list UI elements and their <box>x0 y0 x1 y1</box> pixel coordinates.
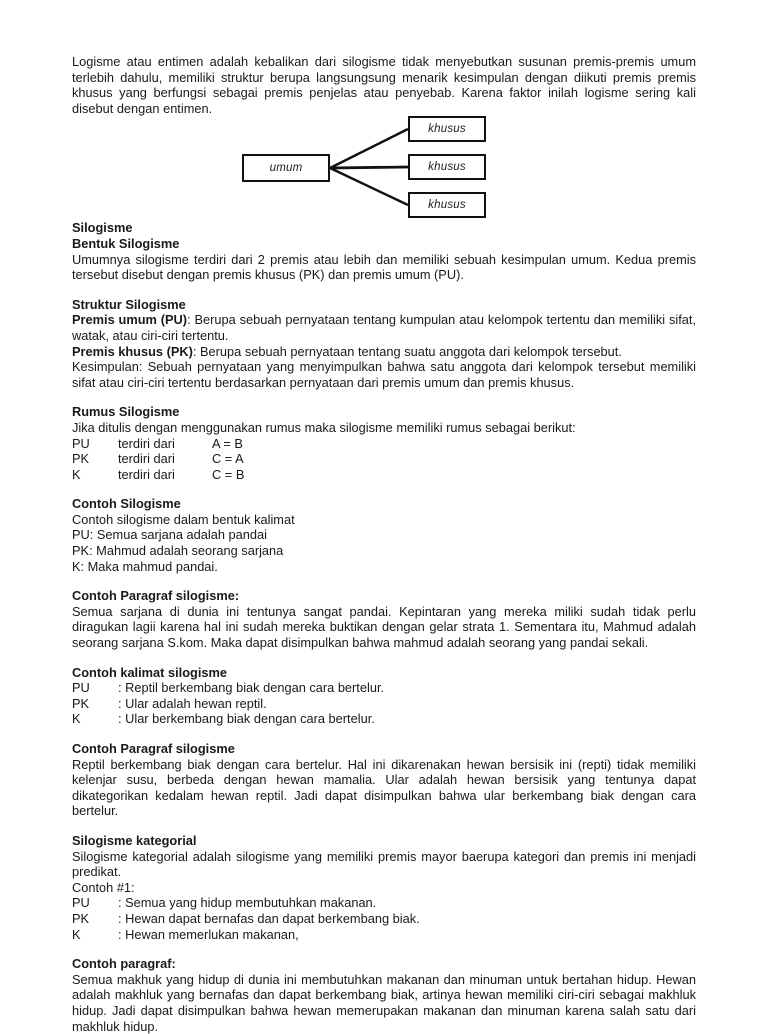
heading-contoh-kalimat-silogisme: Contoh kalimat silogisme <box>72 664 228 680</box>
paragraph-bentuk-silogisme: Umumnya silogisme terdiri dari 2 premis atau lebih dan memiliki sebuah kesimpulan umum. Kedua premis tersebut disebut dengan premis khusus (PK) dan premis umum (PU). <box>72 251 696 283</box>
rumus-table <box>72 436 696 483</box>
spacer <box>72 942 696 956</box>
contoh-kalimat-table <box>72 680 696 727</box>
rumus-value: C = B <box>212 466 245 482</box>
paragraph-premis-khusus <box>72 344 696 360</box>
diagram-box-khusus-1: khusus <box>408 116 486 142</box>
contoh-kalimat-label: PU <box>72 680 90 696</box>
kategorial-label: PK <box>72 910 90 926</box>
spacer <box>72 390 696 404</box>
paragraph-silogisme-kategorial: Silogisme kategorial adalah silogisme yang memiliki premis mayor baerupa kategori dan premis ini menjadi predikat. <box>72 848 696 880</box>
contoh-kalimat-row <box>72 711 696 727</box>
heading-contoh-paragraf-silogisme-2: Contoh Paragraf silogisme <box>72 741 235 756</box>
heading-rumus-silogisme: Rumus Silogisme <box>72 404 180 420</box>
paragraph-rumus-intro: Jika ditulis dengan menggunakan rumus maka silogisme memiliki rumus sebagai berikut: <box>72 419 576 435</box>
kategorial-row <box>72 911 696 927</box>
label-premis-khusus: Premis khusus (PK) <box>72 343 193 359</box>
kategorial-text: : Hewan dapat bernafas dan dapat berkembang biak. <box>118 910 420 926</box>
spacer <box>72 482 696 496</box>
rumus-connector: terdiri dari <box>118 451 175 467</box>
heading-silogisme: Silogisme <box>72 220 133 236</box>
kategorial-label: PU <box>72 895 90 911</box>
text-premis-umum: : Berupa sebuah pernyataan tentang kumpulan atau kelompok tertentu dan memiliki sifat, watak, atau ciri-ciri tertentu. <box>72 312 696 343</box>
paragraph-kesimpulan: Kesimpulan: Sebuah pernyataan yang menyimpulkan bahwa satu anggota dari kelompok tersebut memiliki sifat atau ciri-ciri tertentu berdasarkan pernyataan dari premis umum dan premis khusus. <box>72 359 696 390</box>
contoh-kalimat-row <box>72 696 696 712</box>
spacer <box>72 283 696 297</box>
spacer <box>72 574 696 588</box>
kategorial-row <box>72 927 696 943</box>
contoh-silogisme-line: PK: Mahmud adalah seorang sarjana <box>72 543 284 559</box>
rumus-label: PU <box>72 435 90 451</box>
kategorial-label: K <box>72 926 81 942</box>
contoh-silogisme-line: PU: Semua sarjana adalah pandai <box>72 527 267 543</box>
spacer <box>72 819 696 833</box>
paragraph-contoh-paragraf-3: Semua makhuk yang hidup di dunia ini membutuhkan makanan dan minuman untuk bertahan hidup. Hewan adalah makhluk yang bernafas dan dapat berkembang biak, artinya hewan memiliki ciri-ciri sebagai makhluk hidup. Jadi dapat disimpulkan bahwa hewan memerupakan makanan dan minuman karena salah satu dari makhluk hidup. <box>72 971 696 1034</box>
rumus-label: PK <box>72 451 90 467</box>
kategorial-table <box>72 895 696 942</box>
heading-contoh-paragraf-3: Contoh paragraf: <box>72 956 176 972</box>
heading-struktur-silogisme: Struktur Silogisme <box>72 296 186 312</box>
rumus-value: A = B <box>212 435 243 451</box>
heading-silogisme-kategorial: Silogisme kategorial <box>72 832 197 848</box>
contoh-silogisme-line: Contoh silogisme dalam bentuk kalimat <box>72 511 295 527</box>
heading-bentuk-silogisme: Bentuk Silogisme <box>72 235 180 251</box>
intro-paragraph: Logisme atau entimen adalah kebalikan dari silogisme tidak menyebutkan susunan premis-premis umum terlebih dahulu, memiliki struktur berupa langsungsung menarik kesimpulan dengan diikuti premis premis khusus yang berfungsi sebagai premis penjelas atau penyebab. Karena faktor inilah logisme sering kali disebut dengan entimen. <box>72 54 696 116</box>
paragraph-contoh-paragraf-silogisme-2: Reptil berkembang biak dengan cara bertelur. Hal ini dikarenakan hewan bersisik ini (repti) tidak memiliki kelenjar susu, berbeda dengan hewan mamalia. Ular adalah hewan bersisik yang tentunya dapat dikategorikan kedalam hewan reptil. Jadi dapat disimpulkan bahwa ular berkembang biak dengan cara bertelur. <box>72 756 696 819</box>
rumus-row <box>72 436 696 452</box>
contoh-kalimat-row <box>72 680 696 696</box>
contoh-silogisme-line: K: Maka mahmud pandai. <box>72 558 218 574</box>
spacer <box>72 727 696 741</box>
rumus-connector: terdiri dari <box>118 435 175 451</box>
kategorial-text: : Hewan memerlukan makanan, <box>118 926 299 942</box>
paragraph-contoh-paragraf-silogisme: Semua sarjana di dunia ini tentunya sangat pandai. Kepintaran yang mereka miliki sudah tidak perlu diragukan lagii karena hal ini sudah mereka buktikan dengan gelar strata 1. Sementara itu, Mahmud adalah seorang sarjana S.kom. Maka dapat disimpulkan bahwa mahmud adalah seorang yang pandai sekali. <box>72 603 696 651</box>
contoh-kalimat-text: : Reptil berkembang biak dengan cara bertelur. <box>118 680 385 696</box>
rumus-row <box>72 451 696 467</box>
heading-contoh-paragraf-silogisme: Contoh Paragraf silogisme: <box>72 588 240 604</box>
spacer <box>72 651 696 665</box>
diagram-box-khusus-3: khusus <box>408 192 486 218</box>
kategorial-text: : Semua yang hidup membutuhkan makanan. <box>118 895 377 911</box>
diagram-connector-lines <box>72 116 696 220</box>
label-contoh-1: Contoh #1: <box>72 879 135 895</box>
label-premis-umum: Premis umum (PU) <box>72 312 188 328</box>
paragraph-premis-umum <box>72 312 696 343</box>
rumus-connector: terdiri dari <box>118 466 175 482</box>
diagram-box-khusus-2: khusus <box>408 154 486 180</box>
rumus-value: C = A <box>212 451 244 467</box>
silogisme-diagram <box>72 116 696 220</box>
text-premis-khusus: : Berupa sebuah pernyataan tentang suatu anggota dari kelompok tersebut. <box>192 343 622 359</box>
diagram-box-umum: umum <box>242 154 330 182</box>
rumus-row <box>72 467 696 483</box>
contoh-kalimat-label: PK <box>72 695 90 711</box>
rumus-label: K <box>72 466 81 482</box>
contoh-kalimat-label: K <box>72 711 81 727</box>
contoh-kalimat-text: : Ular berkembang biak dengan cara bertelur. <box>118 711 375 727</box>
document-body <box>72 54 696 1034</box>
heading-contoh-silogisme: Contoh Silogisme <box>72 496 181 512</box>
kategorial-row <box>72 895 696 911</box>
contoh-kalimat-text: : Ular adalah hewan reptil. <box>118 695 267 711</box>
